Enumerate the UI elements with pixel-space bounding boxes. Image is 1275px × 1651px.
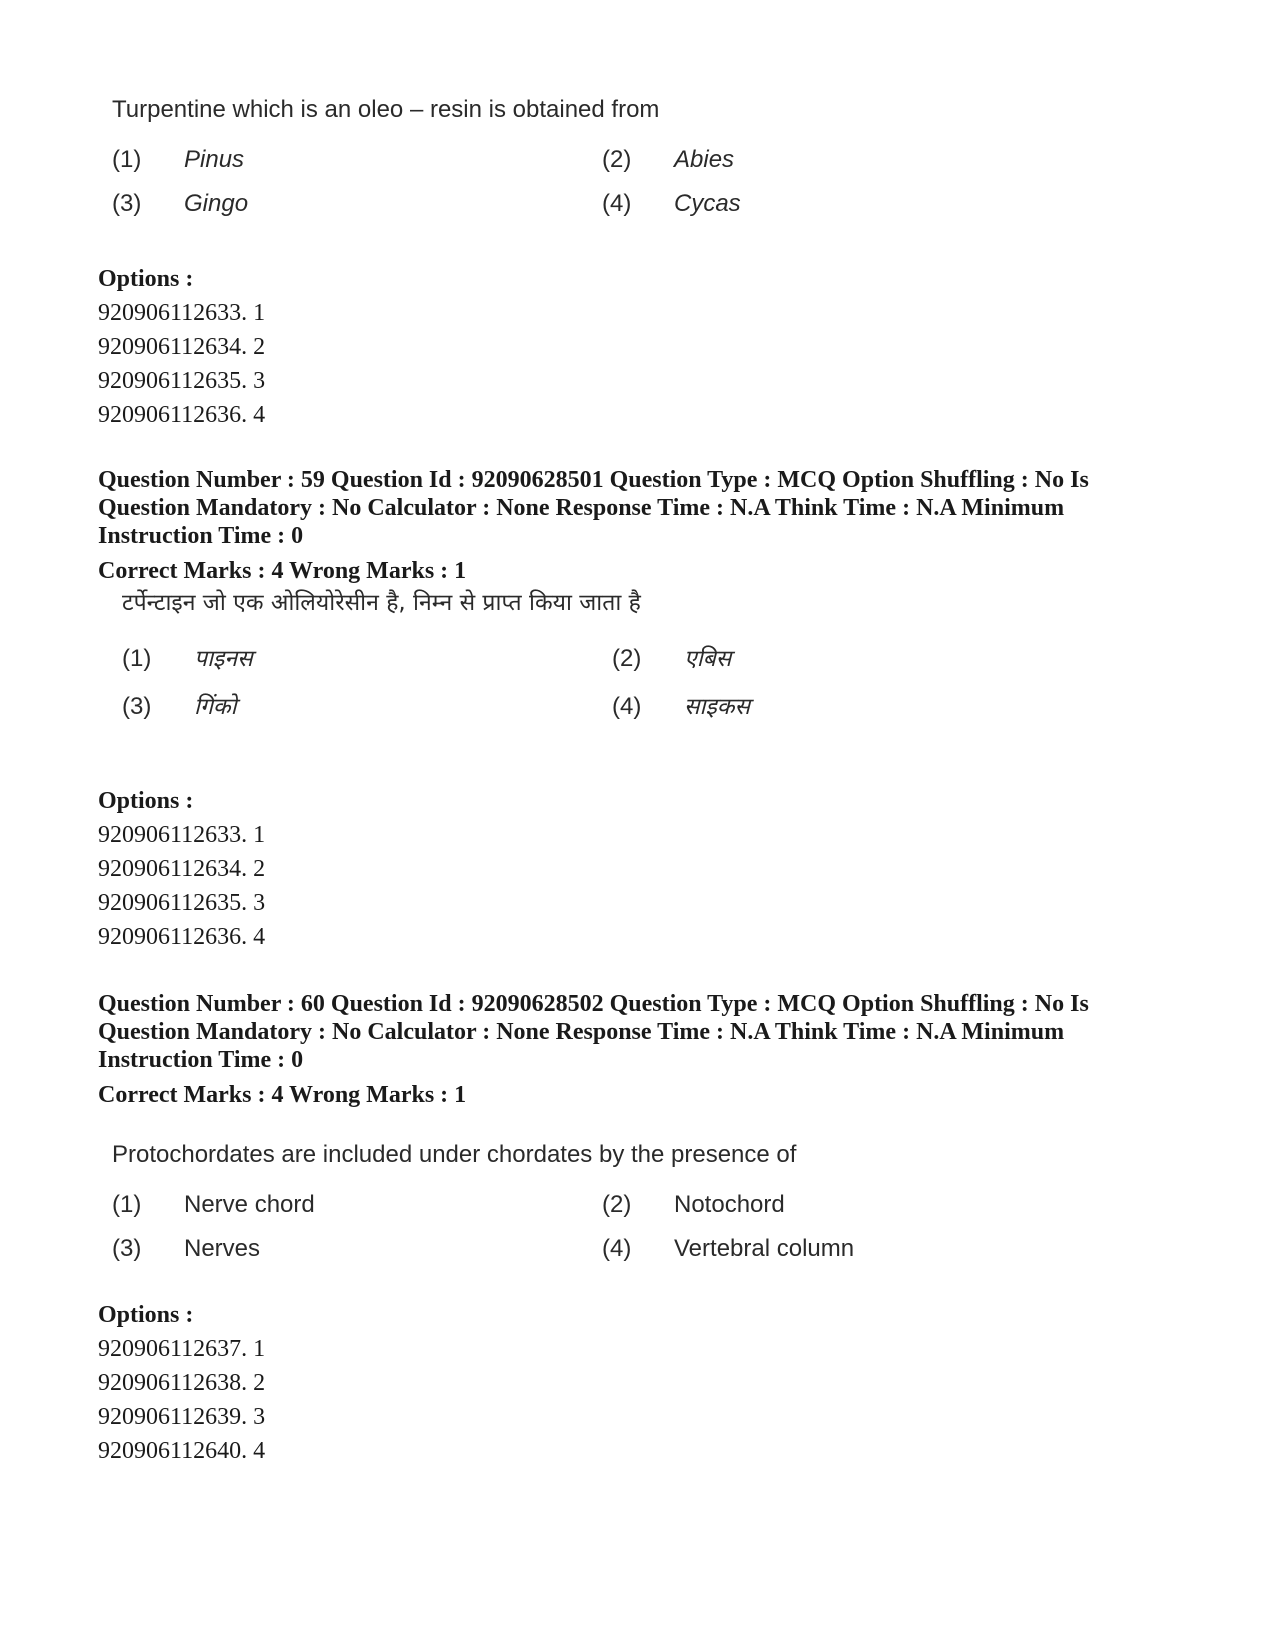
choice-1: [122, 641, 612, 673]
option-id: 920906112633. 1: [98, 300, 266, 326]
question-marks: Correct Marks : 4 Wrong Marks : 1: [98, 1082, 467, 1108]
choice-text: साइकस: [684, 694, 751, 720]
choice-number: (2): [602, 146, 632, 173]
option-id: 920906112636. 4: [98, 924, 266, 950]
options-block-58: [98, 262, 265, 432]
question-meta: Question Number : 60 Question Id : 92090628502 Question Type : MCQ Option Shuffling : No Is Question Mandatory : No Calculator : None Response Time : N.A Think Time : N.A Minimum Instruction Time : 0: [98, 991, 1089, 1073]
choice-number: (4): [602, 190, 632, 217]
choice-number: (3): [122, 693, 152, 720]
choice-1: [112, 1191, 602, 1219]
question-58-image: [98, 98, 902, 218]
choice-text: Cycas: [674, 190, 741, 217]
option-id: 920906112633. 1: [98, 822, 266, 848]
question-59-header: [98, 466, 1158, 588]
options-label: Options :: [98, 788, 194, 814]
choice-number: (4): [602, 1235, 632, 1262]
options-block-59: [98, 784, 265, 954]
options-label: Options :: [98, 1302, 194, 1328]
option-id: 920906112637. 1: [98, 1336, 266, 1362]
choice-3: [112, 1235, 602, 1263]
choice-3: [112, 190, 602, 218]
choice-text: पाइनस: [194, 646, 253, 672]
question-choices: [122, 641, 912, 721]
choice-text: Abies: [674, 146, 735, 173]
choice-number: (3): [112, 190, 142, 217]
option-id: 920906112638. 2: [98, 1370, 266, 1396]
choice-2: [602, 146, 902, 174]
choice-number: (1): [112, 1191, 142, 1218]
question-59-image: [98, 592, 912, 721]
choice-3: [122, 689, 612, 721]
option-id: 920906112639. 3: [98, 1404, 266, 1430]
question-choices: [112, 1191, 902, 1263]
question-60-header: [98, 990, 1158, 1112]
choice-number: (1): [112, 146, 142, 173]
choice-text: Nerves: [184, 1235, 261, 1262]
question-stem: Protochordates are included under chordates by the presence of: [112, 1141, 797, 1168]
choice-number: (2): [612, 645, 642, 672]
choice-number: (1): [122, 645, 152, 672]
choice-text: Vertebral column: [674, 1235, 855, 1262]
option-id: 920906112634. 2: [98, 856, 266, 882]
choice-text: एबिस: [684, 646, 732, 672]
choice-number: (3): [112, 1235, 142, 1262]
question-choices: [112, 146, 902, 218]
choice-number: (2): [602, 1191, 632, 1218]
choice-number: (4): [612, 693, 642, 720]
choice-2: [612, 641, 912, 673]
question-60-image: [98, 1143, 902, 1263]
option-id: 920906112635. 3: [98, 890, 266, 916]
question-stem: Turpentine which is an oleo – resin is obtained from: [112, 96, 660, 123]
question-marks: Correct Marks : 4 Wrong Marks : 1: [98, 558, 467, 584]
choice-text: Gingo: [184, 190, 249, 217]
option-id: 920906112634. 2: [98, 334, 266, 360]
choice-text: गिंको: [194, 694, 237, 720]
option-id: 920906112636. 4: [98, 402, 266, 428]
choice-2: [602, 1191, 902, 1219]
options-block-60: [98, 1298, 265, 1468]
option-id: 920906112635. 3: [98, 368, 266, 394]
choice-text: Notochord: [674, 1191, 785, 1218]
option-id: 920906112640. 4: [98, 1438, 266, 1464]
choice-4: [602, 190, 902, 218]
question-meta: Question Number : 59 Question Id : 92090628501 Question Type : MCQ Option Shuffling : No Is Question Mandatory : No Calculator : None Response Time : N.A Think Time : N.A Minimum Instruction Time : 0: [98, 467, 1089, 549]
options-label: Options :: [98, 266, 194, 292]
choice-4: [612, 689, 912, 721]
choice-1: [112, 146, 602, 174]
choice-text: Pinus: [184, 146, 245, 173]
choice-4: [602, 1235, 902, 1263]
choice-text: Nerve chord: [184, 1191, 315, 1218]
question-stem: टर्पेन्टाइन जो एक ओलियोरेसीन है, निम्न से प्राप्त किया जाता है: [122, 590, 641, 616]
